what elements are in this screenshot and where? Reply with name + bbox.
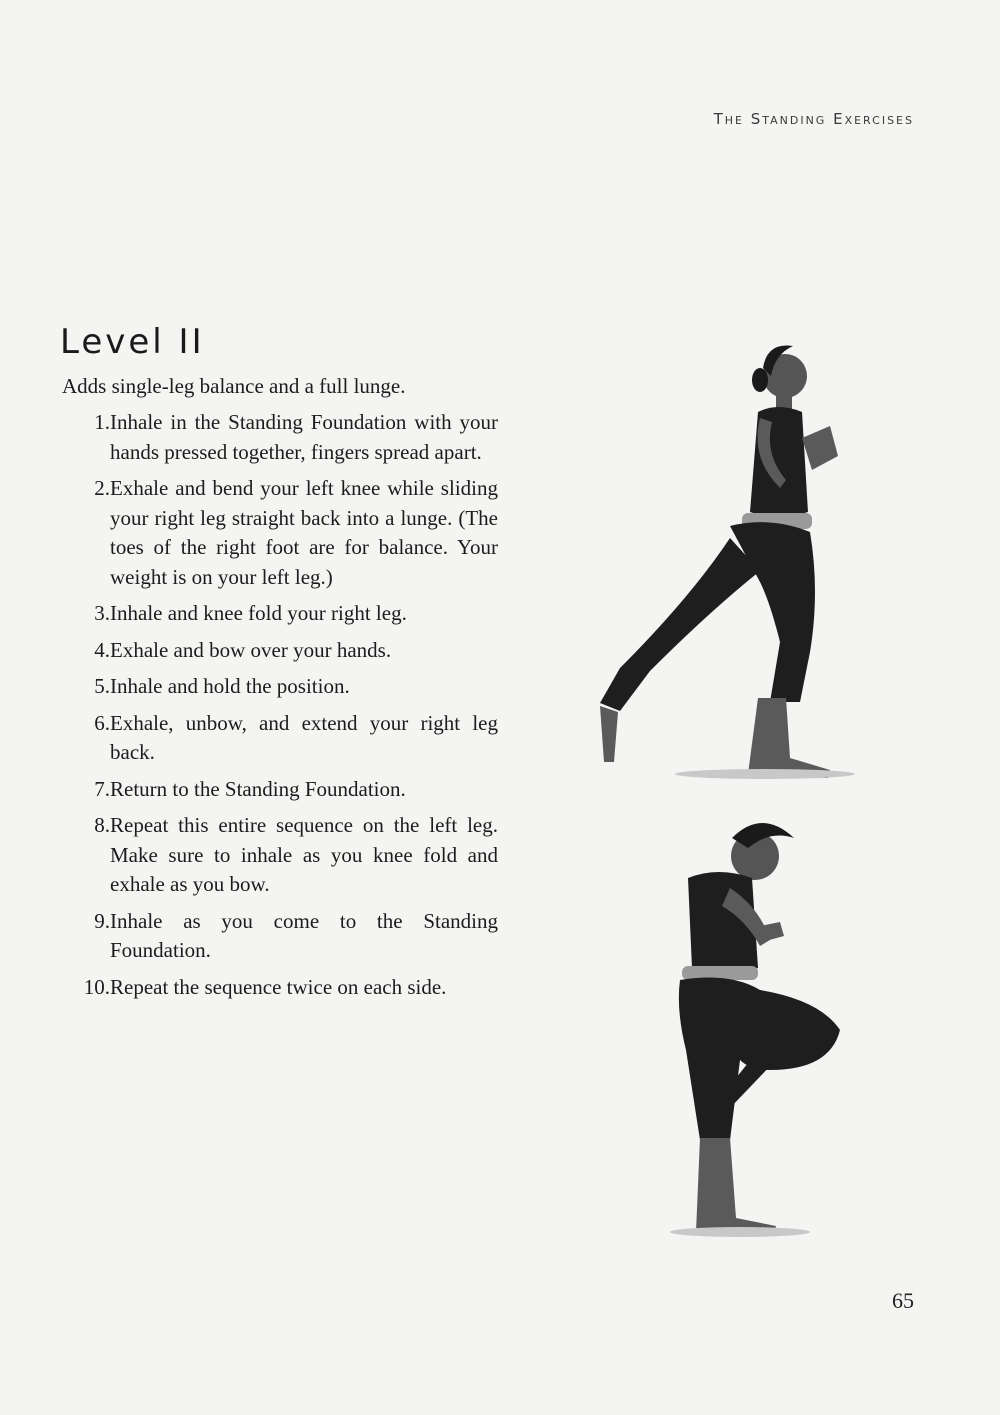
step-number: 10. xyxy=(83,974,110,999)
knee-fold-bow-pose-photo xyxy=(660,808,850,1240)
list-item xyxy=(62,775,498,805)
step-number: 7. xyxy=(94,776,110,801)
section-intro: Adds single-leg balance and a full lunge. xyxy=(62,374,406,398)
step-number: 4. xyxy=(94,637,110,662)
list-item xyxy=(62,636,498,666)
list-item xyxy=(62,599,498,629)
list-item xyxy=(62,672,498,702)
step-text: Inhale in the Standing Foundation with your hands pressed together, fingers spread apart. xyxy=(110,410,498,464)
step-text: Inhale as you come to the Standing Foundation. xyxy=(110,908,498,962)
list-item xyxy=(62,709,498,768)
running-head: The Standing Exercises xyxy=(713,110,914,128)
list-item xyxy=(62,811,498,900)
step-text: Repeat this entire sequence on the left leg. Make sure to inhale as you knee fold and exhale as you bow. xyxy=(110,813,498,896)
step-number: 8. xyxy=(94,813,110,837)
page-number: 65 xyxy=(892,1288,914,1313)
step-number: 3. xyxy=(94,601,110,625)
lunge-pose-photo xyxy=(580,328,870,783)
step-number: 5. xyxy=(94,674,110,698)
steps-list xyxy=(62,408,498,1009)
list-item xyxy=(62,973,498,1003)
step-text: Inhale and knee fold your right leg. xyxy=(110,601,407,625)
step-number: 6. xyxy=(94,710,110,735)
section-title: Level II xyxy=(60,322,205,362)
step-text: Inhale and hold the position. xyxy=(110,674,350,698)
step-number: 2. xyxy=(94,476,110,500)
step-number: 1. xyxy=(94,410,110,434)
step-text: Exhale and bend your left knee while sliding your right leg straight back into a lunge. (The toes of the right foot are for balance. Your weight is on your left leg.) xyxy=(110,476,498,589)
step-text: Return to the Standing Foundation. xyxy=(110,776,406,801)
step-text: Exhale and bow over your hands. xyxy=(110,637,392,662)
step-text: Repeat the sequence twice on each side. xyxy=(110,974,447,999)
list-item xyxy=(62,408,498,467)
list-item xyxy=(62,907,498,966)
list-item xyxy=(62,474,498,592)
step-text: Exhale, unbow, and extend your right leg back. xyxy=(110,710,498,764)
step-number: 9. xyxy=(94,908,110,933)
